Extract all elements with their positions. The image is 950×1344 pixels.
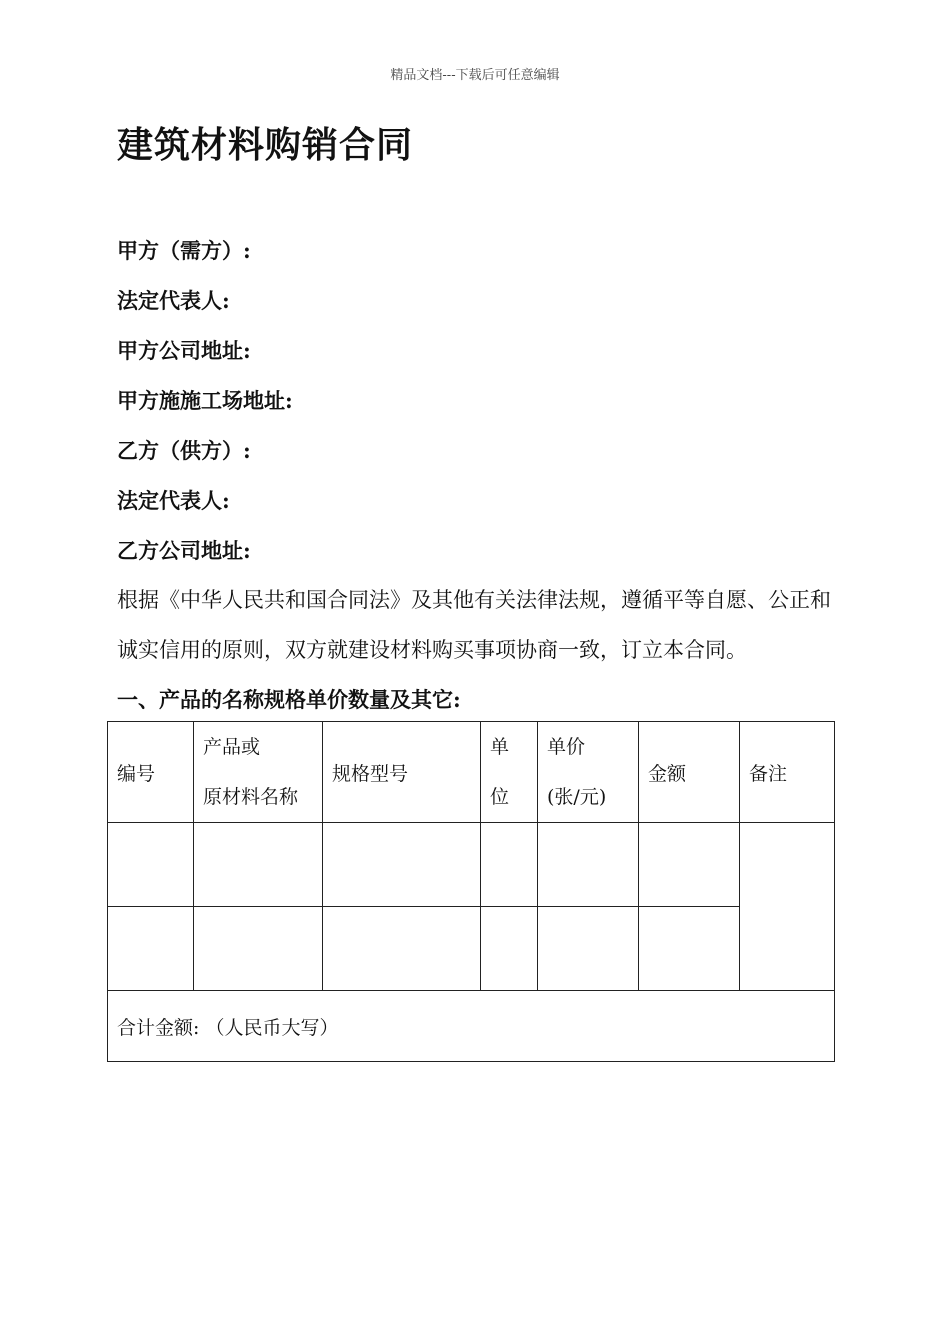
section-heading-products: 一、产品的名称规格单价数量及其它: bbox=[117, 687, 461, 712]
header-amount: 金额 bbox=[639, 722, 740, 823]
header-watermark: 精品文档---下载后可任意编辑 bbox=[390, 68, 560, 83]
table-header-row bbox=[108, 722, 835, 823]
party-b-label: 乙方（供方）: bbox=[117, 438, 251, 463]
intro-paragraph: 根据《中华人民共和国合同法》及其他有关法律法规，遵循平等自愿、公正和诚实信用的原则，双方就建设材料购买事项协商一致，订立本合同。 bbox=[117, 588, 831, 662]
party-b-representative-label: 法定代表人: bbox=[117, 488, 230, 513]
party-a-address-label: 甲方公司地址: bbox=[117, 338, 251, 363]
party-b-address-label: 乙方公司地址: bbox=[117, 538, 251, 563]
party-a-site-address-label: 甲方施施工场地址: bbox=[117, 388, 293, 413]
cell-spec[interactable] bbox=[323, 823, 481, 907]
cell-amount[interactable] bbox=[639, 907, 740, 991]
cell-spec[interactable] bbox=[323, 907, 481, 991]
table-row bbox=[108, 907, 835, 991]
header-product-line1: 产品或 bbox=[203, 736, 261, 758]
cell-amount[interactable] bbox=[639, 823, 740, 907]
header-unit bbox=[481, 722, 538, 823]
header-unit-line1: 单 bbox=[490, 736, 510, 758]
cell-unit-price[interactable] bbox=[538, 907, 639, 991]
total-row bbox=[108, 991, 835, 1062]
cell-unit[interactable] bbox=[481, 907, 538, 991]
cell-unit[interactable] bbox=[481, 823, 538, 907]
header-product-line2: 原材料名称 bbox=[203, 786, 299, 808]
total-amount-label: 合计金额: （人民币大写） bbox=[108, 991, 835, 1062]
cell-product-name[interactable] bbox=[194, 823, 323, 907]
party-a-representative-label: 法定代表人: bbox=[117, 288, 230, 313]
header-note: 备注 bbox=[740, 722, 835, 823]
header-unit-line2: 位 bbox=[490, 786, 510, 808]
cell-unit-price[interactable] bbox=[538, 823, 639, 907]
table-row bbox=[108, 823, 835, 907]
header-product-name bbox=[194, 722, 323, 823]
cell-product-name[interactable] bbox=[194, 907, 323, 991]
cell-number[interactable] bbox=[108, 907, 194, 991]
document-title: 建筑材料购销合同 bbox=[117, 124, 414, 166]
header-price-line1: 单价 bbox=[547, 736, 586, 758]
header-price-line2: (张/元) bbox=[547, 786, 607, 808]
header-number: 编号 bbox=[108, 722, 194, 823]
header-spec: 规格型号 bbox=[323, 722, 481, 823]
products-table bbox=[107, 721, 835, 1062]
header-unit-price bbox=[538, 722, 639, 823]
cell-note[interactable] bbox=[740, 823, 835, 991]
cell-number[interactable] bbox=[108, 823, 194, 907]
party-a-label: 甲方（需方）: bbox=[117, 238, 251, 263]
